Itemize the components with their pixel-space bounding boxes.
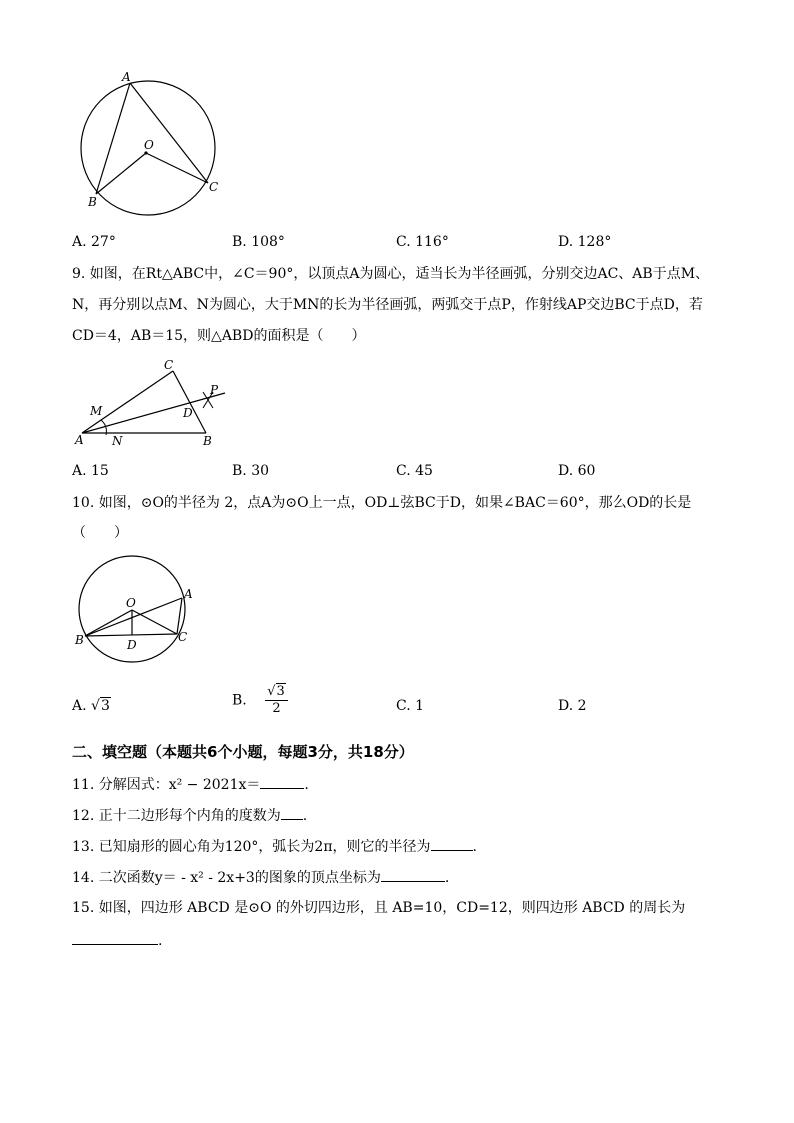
q10-figure [70, 552, 210, 667]
q8-label-b: B [88, 195, 97, 209]
q11 [72, 774, 309, 795]
q10-option-a [72, 696, 111, 716]
q9-line-1: 9. 如图，在Rt△ABC中，∠C＝90°，以顶点A为圆心，适当长为半径画弧，分别交边AC、AB于点M、 [72, 266, 710, 282]
q14-answer-blank[interactable] [381, 867, 445, 882]
q13-end: . [472, 839, 477, 855]
q9-option-b: B. 30 [232, 463, 270, 479]
q10-option-b-label: B. [232, 692, 247, 709]
q10-option-a-label: A. [72, 698, 87, 714]
q9-option-c: C. 45 [396, 463, 433, 479]
q14 [72, 867, 449, 888]
q9-label-a: A [75, 433, 84, 447]
q14-text: 14. 二次函数y＝ - x² - 2x+3的图象的顶点坐标为 [72, 870, 381, 886]
q10-label-d: D [127, 638, 137, 652]
q10-label-b: B [75, 633, 84, 647]
q12-end: . [302, 808, 308, 824]
q9-figure [70, 356, 240, 451]
q13-text: 13. 已知扇形的圆心角为120°，弧长为2π，则它的半径为 [72, 839, 431, 855]
q11-answer-blank[interactable] [260, 774, 304, 789]
q10-option-b-denominator: 2 [272, 701, 281, 716]
q10-line-2: （ ） [72, 525, 128, 541]
q11-end: . [304, 777, 309, 793]
q13-answer-blank[interactable] [431, 836, 473, 851]
q9-label-d: D [183, 406, 193, 420]
q8-line-oc [146, 153, 208, 183]
q10-line-1: 10. 如图，⊙O的半径为 2，点A为⊙O上一点，OD⊥弦BC于D，如果∠BAC＝60°，那么OD的长是 [72, 495, 692, 511]
q10-option-b [232, 684, 288, 717]
q9-label-m: M [90, 404, 103, 418]
q10-label-a: A [184, 587, 193, 601]
q9-line-cb [173, 371, 206, 433]
q15-end: . [158, 933, 163, 949]
q9-line-2: N，再分别以点M、N为圆心，大于MN的长为半径画弧，两弧交于点P，作射线AP交边BC于点D，若 [72, 297, 703, 313]
q9-line-3: CD＝4，AB＝15，则△ABD的面积是（ ） [72, 328, 366, 344]
q9-label-b: B [203, 434, 212, 448]
q14-end: . [444, 870, 450, 886]
q8-option-d: D. 128° [558, 234, 612, 250]
q9-option-d: D. 60 [558, 463, 596, 479]
q8-label-c: C [209, 180, 219, 194]
q15-line-1: 15. 如图，四边形 ABCD 是⊙O 的外切四边形，且 AB=10，CD=12，则四边形 ABCD 的周长为 [72, 900, 686, 916]
q10-line-ob [85, 610, 132, 636]
q8-line-ob [96, 153, 146, 194]
q10-option-a-sqrt: √3 [91, 698, 110, 714]
q10-option-b-radicand: 3 [276, 684, 285, 699]
q8-figure [70, 66, 230, 226]
q13 [72, 836, 477, 857]
q9-label-p: P [210, 383, 219, 397]
q11-text: 11. 分解因式：x² − 2021x＝ [72, 777, 261, 793]
q9-line-ac [82, 371, 173, 433]
q12-answer-blank[interactable] [281, 805, 303, 820]
q12-text: 12. 正十二边形每个内角的度数为 [72, 808, 281, 824]
q12 [72, 805, 307, 826]
q15-line-2 [72, 930, 162, 951]
q10-line-oc [132, 610, 177, 634]
q15-answer-blank[interactable] [72, 930, 158, 945]
q9-label-n: N [112, 434, 123, 448]
q10-option-b-numerator: √3 [265, 684, 288, 701]
q8-option-b: B. 108° [232, 234, 285, 250]
q8-label-a: A [122, 70, 131, 84]
q9-ray-ap [82, 393, 225, 433]
section-2-heading: 二、填空题（本题共6个小题，每题3分，共18分） [72, 743, 414, 761]
q10-label-c: C [178, 630, 188, 644]
q9-option-a: A. 15 [72, 463, 109, 479]
q8-line-ac [130, 83, 208, 183]
q9-label-c: C [164, 358, 174, 372]
q8-option-c: C. 116° [396, 234, 449, 250]
q8-option-a: A. 27° [72, 234, 116, 250]
q10-label-o: O [126, 596, 136, 610]
q10-option-a-radicand: 3 [100, 698, 110, 714]
q10-option-b-fraction [265, 684, 288, 717]
q10-option-d: D. 2 [558, 698, 587, 714]
q10-line-bc [85, 634, 177, 636]
q10-option-c: C. 1 [396, 698, 425, 714]
q8-label-o: O [144, 138, 154, 152]
